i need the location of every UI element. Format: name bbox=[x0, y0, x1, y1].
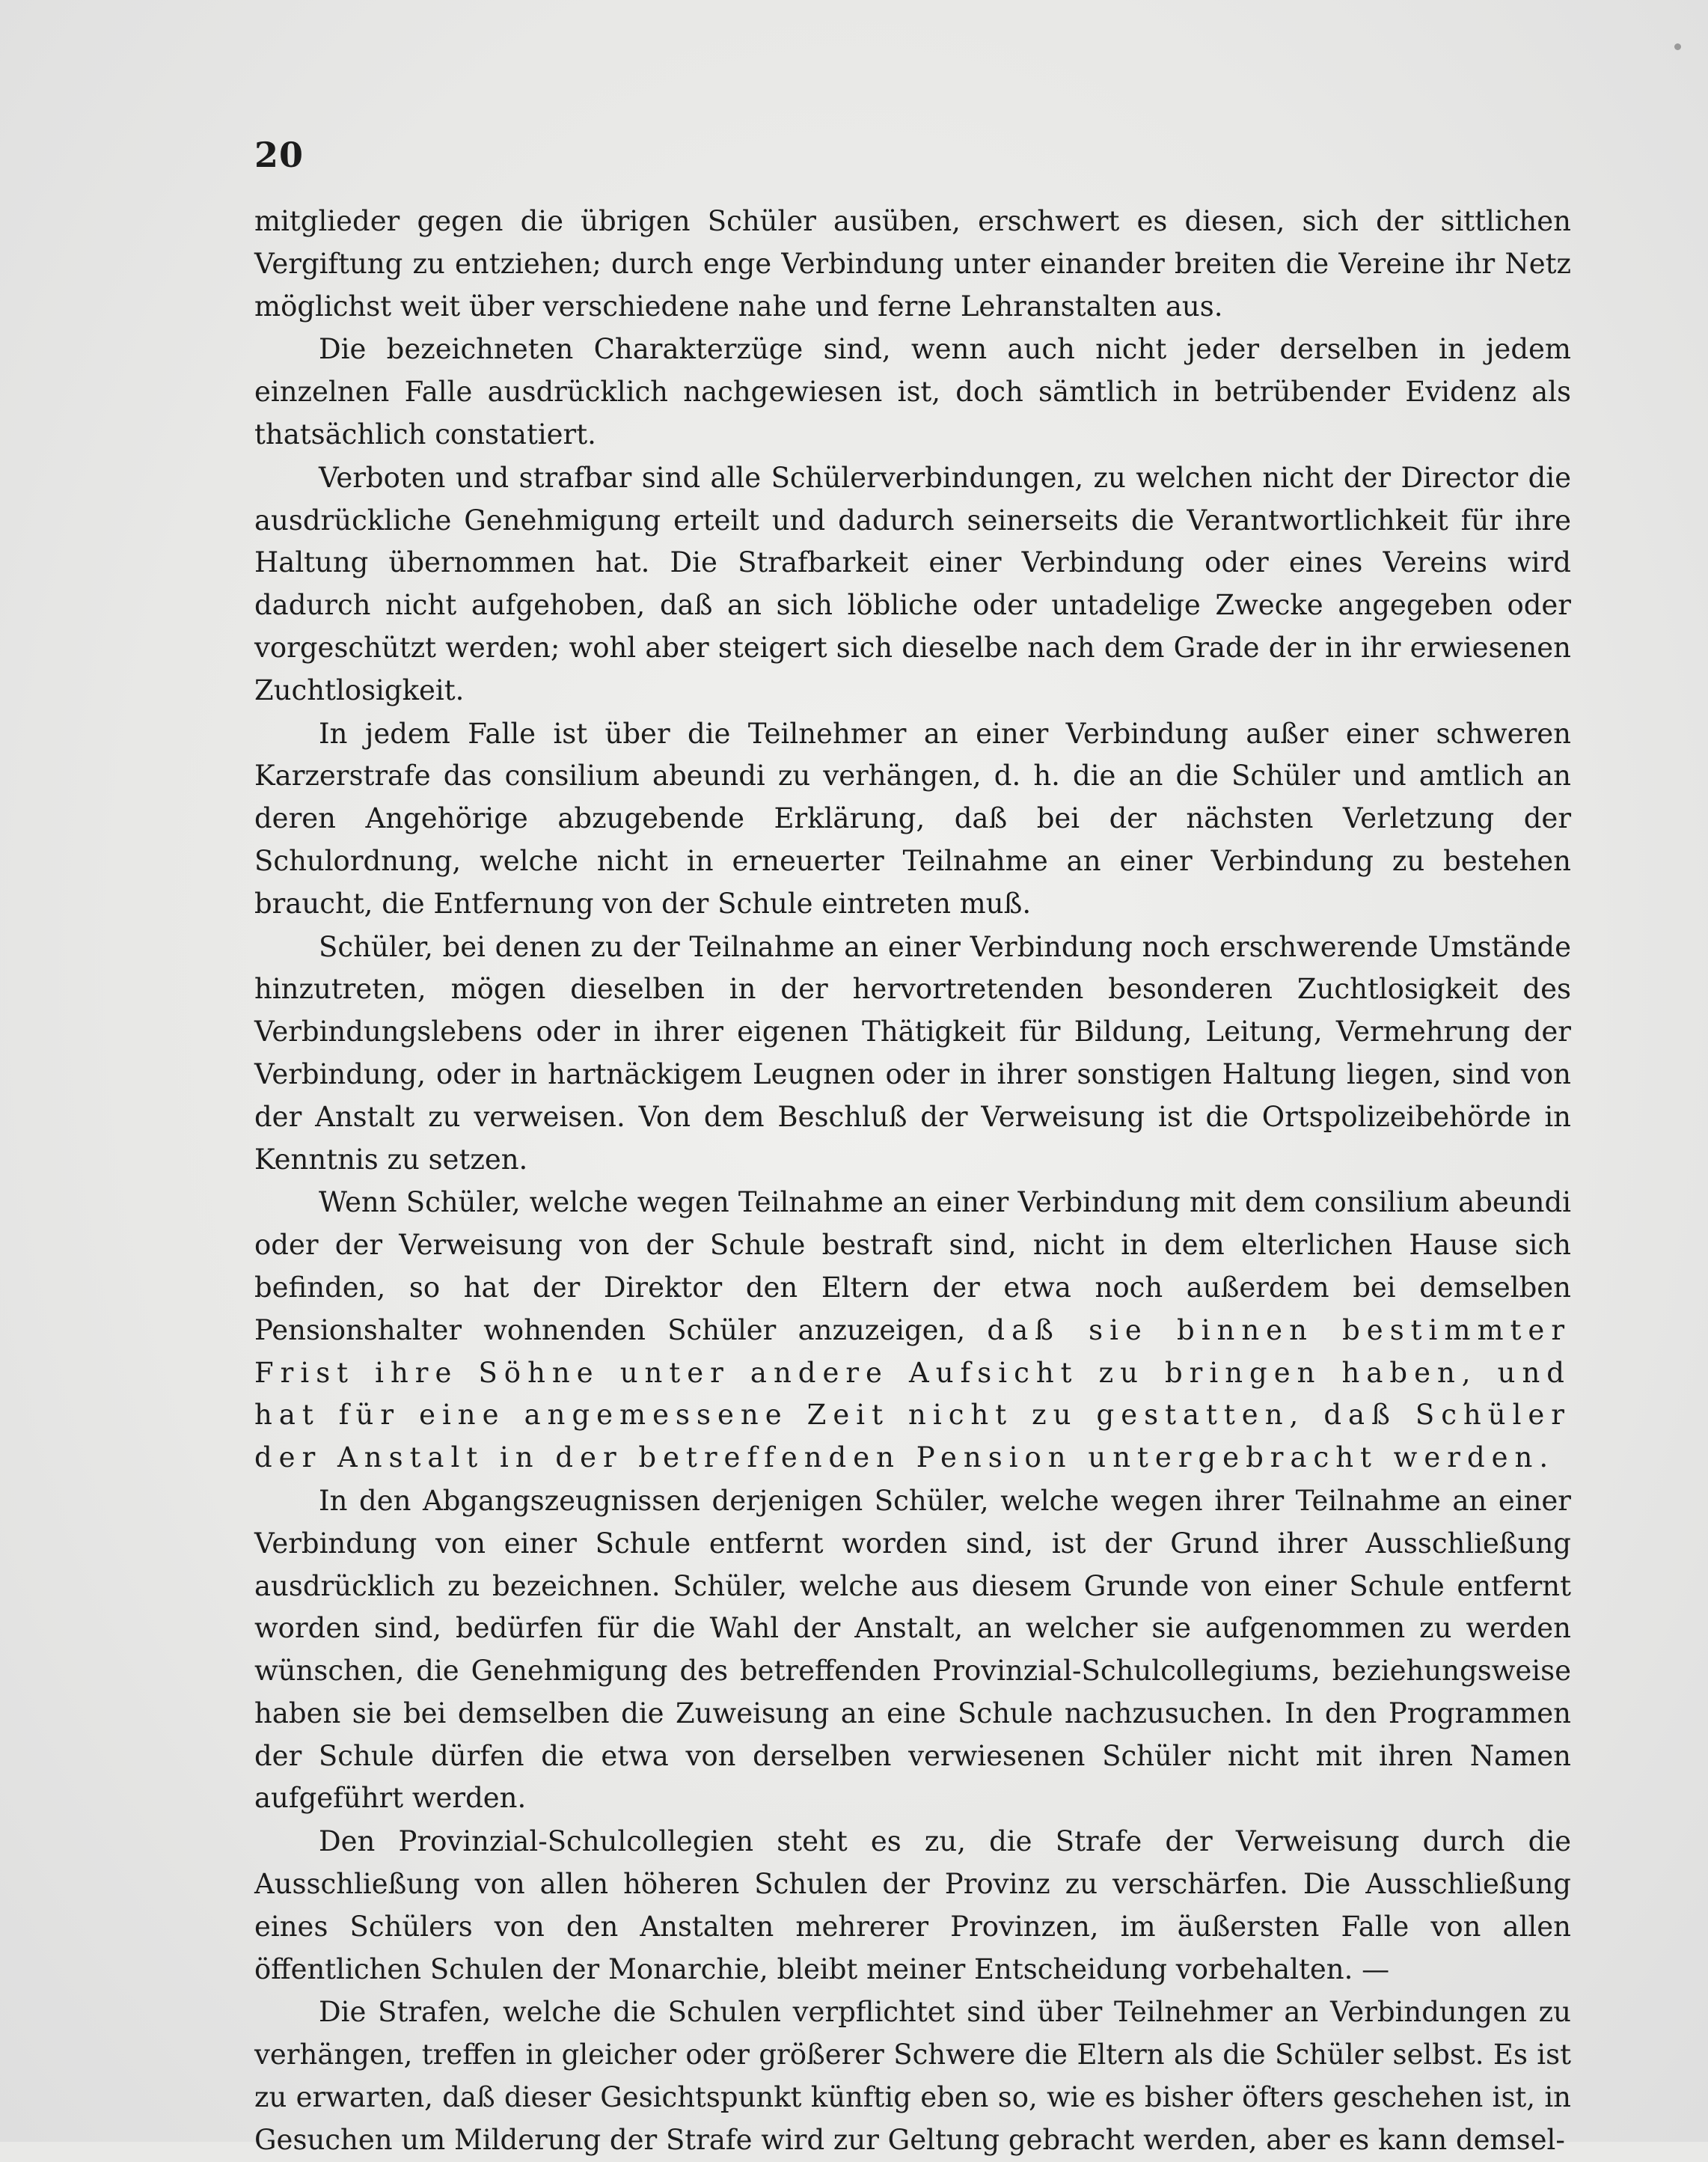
paragraph-boarding-notice-text: Wenn Schüler, welche wegen Teilnahme an einer Verbindung mit dem consilium abeundi oder der Verweisung von der Schule bestraft sind, nicht in dem elterlichen Hause sich befinden, so hat der Direktor den Eltern der etwa noch außerdem bei demselben Pensionshalter wohnenden Schüler anzuzeigen, bbox=[254, 1186, 1571, 1346]
paragraph-leaving-certificates: In den Abgangszeugnissen derjenigen Schüler, welche wegen ihrer Teilnahme an einer Verbindung von einer Schule entfernt worden sind, ist der Grund ihrer Ausschließung ausdrücklich zu bezeichnen. Schüler, welche aus diesem Grunde von einer Schule entfernt worden sind, bedürfen für die Wahl der Anstalt, an welcher sie aufgenommen zu werden wünschen, die Genehmigung des betreffenden Provinzial-Schulcollegiums, beziehungsweise haben sie bei demselben die Zuweisung an eine Schule nachzusuchen. In den Programmen der Schule dürfen die etwa von derselben verwiesenen Schüler nicht mit ihren Namen aufgeführt werden. bbox=[254, 1484, 1571, 1815]
page-number: 20 bbox=[254, 135, 304, 175]
paragraph-prohibition: Verboten und strafbar sind alle Schülerverbindungen, zu welchen nicht der Director die ausdrückliche Genehmigung erteilt und dadurch seinerseits die Verantwortlichkeit für ihre Haltung übernommen hat. Die Strafbarkeit einer Verbindung oder eines Vereins wird dadurch nicht aufgehoben, daß an sich löbliche oder untadelige Zwecke angegeben oder vorgeschützt werden; wohl aber steigert sich dieselbe nach dem Grade der in ihr erwiesenen Zuchtlosigkeit. bbox=[254, 461, 1571, 706]
paragraph-parents-penalties: Die Strafen, welche die Schulen verpflichtet sind über Teilnehmer an Verbindungen zu verhängen, treffen in gleicher oder größerer Schwere die Eltern als die Schüler selbst. Es ist zu erwarten, daß dieser Gesichtspunkt künftig eben so, wie es bisher öfters geschehen ist, in Gesuchen um Milderung der Strafe wird zur Geltung gebracht werden, aber es kann demsel- bbox=[254, 1996, 1571, 2156]
scan-speck bbox=[1674, 43, 1681, 50]
paragraph-consilium-abeundi: In jedem Falle ist über die Teilnehmer an einer Verbindung außer einer schweren Karzerstrafe das consilium abeundi zu verhängen, d. h. die an die Schüler und amtlich an deren Angehörige abzugebende Erklärung, daß bei der nächsten Verletzung der Schulordnung, welche nicht in erneuerter Teilnahme an einer Verbindung zu bestehen braucht, die Entfernung von der Schule eintreten muß. bbox=[254, 717, 1571, 920]
paragraph-boarding-notice-emphasis: daß sie binnen bestimmter Frist ihre Söhne unter andere Aufsicht zu bringen haben, und hat für eine angemessene Zeit nicht zu gestatten, daß Schüler der Anstalt in der betreffenden Pension untergebracht werden. bbox=[254, 1313, 1572, 1474]
paragraph-boarding-notice bbox=[254, 1182, 1571, 1479]
paragraph-provincial-colleges: Den Provinzial-Schulcollegien steht es zu, die Strafe der Verweisung durch die Ausschließung von allen höheren Schulen der Provinz zu verschärfen. Die Ausschließung eines Schülers von den Anstalten mehrerer Provinzen, im äußersten Falle von allen öffentlichen Schulen der Monarchie, bleibt meiner Entscheidung vorbehalten. — bbox=[254, 1825, 1571, 1985]
body-text bbox=[254, 201, 1571, 2162]
paragraph-continuation: mitglieder gegen die übrigen Schüler ausüben, erschwert es diesen, sich der sittlichen Vergiftung zu entziehen; durch enge Verbindung unter einander breiten die Vereine ihr Netz möglichst weit über verschiedene nahe und ferne Lehranstalten aus. bbox=[254, 205, 1571, 323]
paragraph-expulsion: Schüler, bei denen zu der Teilnahme an einer Verbindung noch erschwerende Umstände hinzutreten, mögen dieselben in der hervortretenden besonderen Zuchtlosigkeit des Verbindungslebens oder in ihrer eigenen Thätigkeit für Bildung, Leitung, Vermehrung der Verbindung, oder in hartnäckigem Leugnen oder in ihrer sonstigen Haltung liegen, sind von der Anstalt zu verweisen. Von dem Beschluß der Verweisung ist die Ortspolizeibehörde in Kenntnis zu setzen. bbox=[254, 930, 1571, 1176]
paragraph-character-traits: Die bezeichneten Charakterzüge sind, wenn auch nicht jeder derselben in jedem einzelnen Falle ausdrücklich nachgewiesen ist, doch sämtlich in betrübender Evidenz als thatsächlich constatiert. bbox=[254, 333, 1571, 451]
